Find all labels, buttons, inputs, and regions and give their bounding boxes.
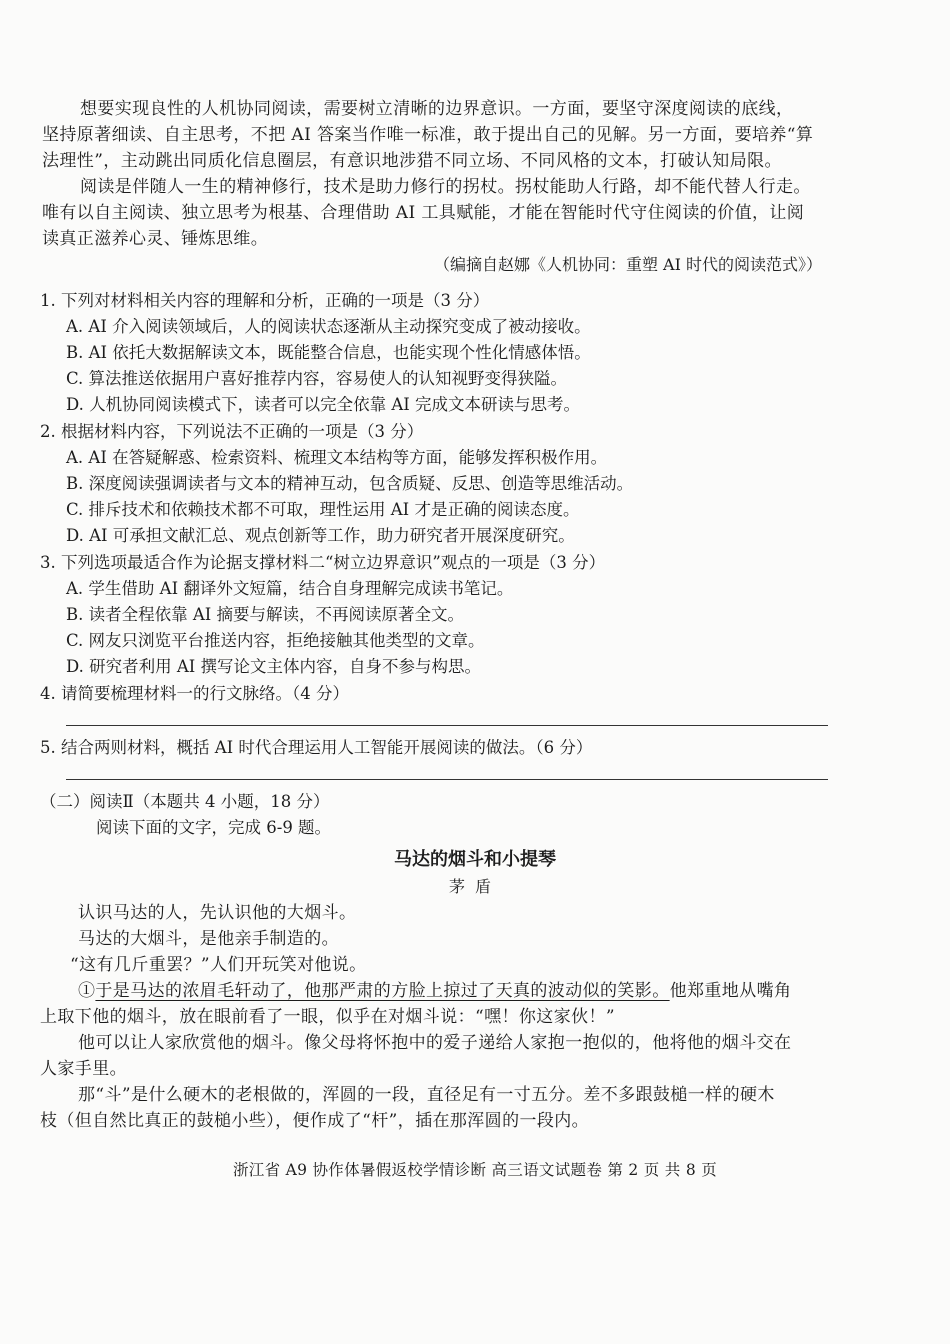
story-paragraph: 人家手里。 xyxy=(40,1059,127,1079)
story-author: 茅盾 xyxy=(448,877,501,896)
question-3-option-b: B. 读者全程依靠 AI 摘要与解读，不再阅读原著全文。 xyxy=(66,605,465,624)
story-paragraph-marked xyxy=(78,978,791,1004)
underlined-sentence: 于是马达的浓眉毛轩动了，他那严肃的方脸上掠过了天真的波动似的笑影。 xyxy=(95,981,670,1001)
story-paragraph: “这有几斤重罢？”人们开玩笑对他说。 xyxy=(70,955,367,975)
story-paragraph: 他可以让人家欣赏他的烟斗。像父母将怀抱中的爱子递给人家抱一抱似的，他将他的烟斗交在 xyxy=(78,1033,792,1053)
answer-line[interactable] xyxy=(66,725,828,726)
question-1-option-c: C. 算法推送依据用户喜好推荐内容，容易使人的认知视野变得狭隘。 xyxy=(66,369,568,388)
question-3-option-a: A. 学生借助 AI 翻译外文短篇，结合自身理解完成读书笔记。 xyxy=(66,579,514,598)
question-3-stem: 3. 下列选项最适合作为论据支撑材料二“树立边界意识”观点的一项是（3 分） xyxy=(40,553,606,572)
page-footer: 浙江省 A9 协作体暑假返校学情诊断 高三语文试题卷 第 2 页 共 8 页 xyxy=(232,1161,718,1179)
passage-line: 想要实现良性的人机协同阅读，需要树立清晰的边界意识。一方面，要坚守深度阅读的底线， xyxy=(80,99,794,119)
passage-source: （编摘自赵娜《人机协同：重塑 AI 时代的阅读范式》） xyxy=(433,255,822,274)
question-1-option-a: A. AI 介入阅读领域后，人的阅读状态逐渐从主动探究变成了被动接收。 xyxy=(66,317,591,336)
question-2-stem: 2. 根据材料内容，下列说法不正确的一项是（3 分） xyxy=(40,422,424,441)
question-2-option-d: D. AI 可承担文献汇总、观点创新等工作，助力研究者开展深度研究。 xyxy=(66,526,575,545)
section-heading: （二）阅读Ⅱ（本题共 4 小题，18 分） xyxy=(40,792,330,811)
question-2-option-b: B. 深度阅读强调读者与文本的精神互动，包含质疑、反思、创造等思维活动。 xyxy=(66,474,634,493)
story-paragraph: 枝（但自然比真正的鼓槌小些），便作成了“杆”，插在那浑圆的一段内。 xyxy=(40,1111,590,1131)
question-5-stem: 5. 结合两则材料，概括 AI 时代合理运用人工智能开展阅读的做法。（6 分） xyxy=(40,738,593,757)
paragraph-text: 他郑重地从嘴角 xyxy=(669,981,792,1001)
question-3-option-d: D. 研究者利用 AI 撰写论文主体内容，自身不参与构思。 xyxy=(66,657,482,676)
passage-line: 唯有以自主阅读、独立思考为根基、合理借助 AI 工具赋能，才能在智能时代守住阅读的价值，让阅 xyxy=(42,203,805,223)
question-1-option-b: B. AI 依托大数据解读文本，既能整合信息，也能实现个性化情感体悟。 xyxy=(66,343,591,362)
paragraph-marker: ① xyxy=(78,981,96,1001)
question-1-stem: 1. 下列对材料相关内容的理解和分析，正确的一项是（3 分） xyxy=(40,291,490,310)
story-paragraph: 认识马达的人，先认识他的大烟斗。 xyxy=(78,903,357,923)
passage-line: 法理性”，主动跳出同质化信息圈层，有意识地涉猎不同立场、不同风格的文本，打破认知局限。 xyxy=(42,151,782,171)
question-1-option-d: D. 人机协同阅读模式下，读者可以完全依靠 AI 完成文本研读与思考。 xyxy=(66,395,581,414)
section-instruction: 阅读下面的文字，完成 6-9 题。 xyxy=(96,818,332,837)
question-4-stem: 4. 请简要梳理材料一的行文脉络。（4 分） xyxy=(40,684,349,703)
story-paragraph: 马达的大烟斗，是他亲手制造的。 xyxy=(78,929,339,949)
story-paragraph: 那“斗”是什么硬木的老根做的，浑圆的一段，直径足有一寸五分。差不多跟鼓槌一样的硬木 xyxy=(78,1085,775,1105)
question-2-option-a: A. AI 在答疑解惑、检索资料、梳理文本结构等方面，能够发挥积极作用。 xyxy=(66,448,608,467)
question-3-option-c: C. 网友只浏览平台推送内容，拒绝接触其他类型的文章。 xyxy=(66,631,485,650)
answer-line[interactable] xyxy=(66,779,828,780)
passage-line: 阅读是伴随人一生的精神修行，技术是助力修行的拐杖。拐杖能助人行路，却不能代替人行走。 xyxy=(80,177,811,197)
story-title: 马达的烟斗和小提琴 xyxy=(394,849,556,870)
story-paragraph: 上取下他的烟斗，放在眼前看了一眼，似乎在对烟斗说：“嘿！你这家伙！” xyxy=(40,1007,615,1027)
passage-line: 读真正滋养心灵、锤炼思维。 xyxy=(42,229,269,249)
question-2-option-c: C. 排斥技术和依赖技术都不可取，理性运用 AI 才是正确的阅读态度。 xyxy=(66,500,580,519)
passage-line: 坚持原著细读、自主思考，不把 AI 答案当作唯一标准，敢于提出自己的见解。另一方面，要培养“算 xyxy=(42,125,814,145)
